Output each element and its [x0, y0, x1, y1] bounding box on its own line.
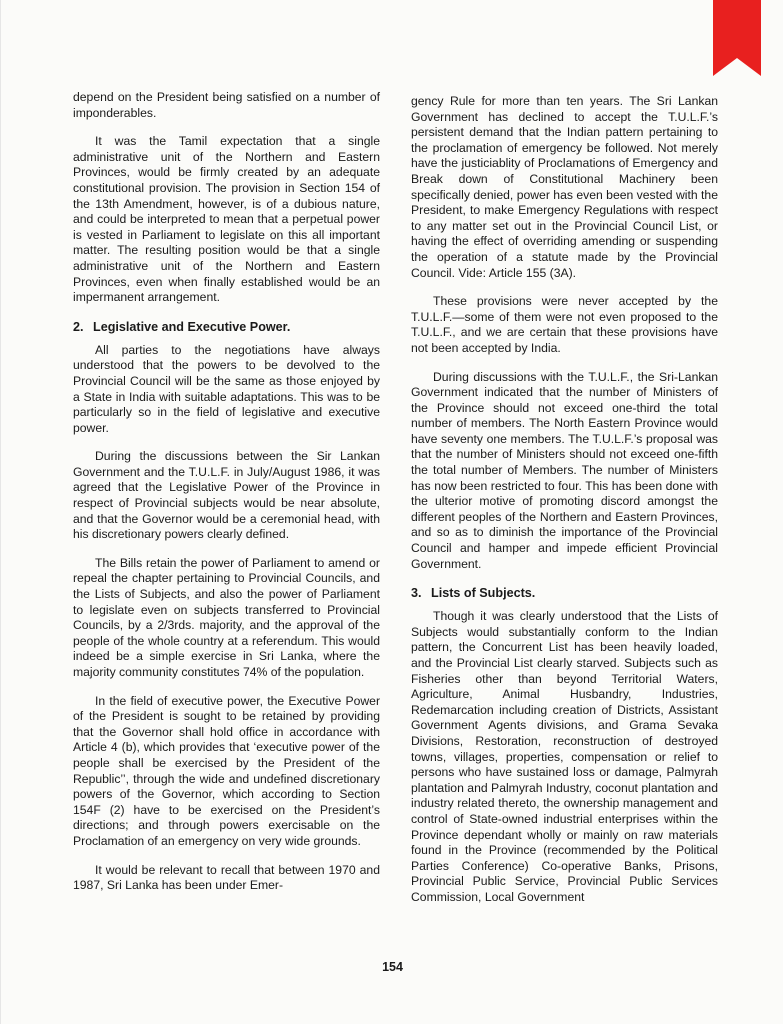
paragraph: Though it was clearly understood that the Lists of Subjects would substantially conform to the Indian pattern, the Concurrent List has been heavily loaded, and the Provincial List clearly starved. Subjects such as Fisheries other than beyond Territorial Waters, Agriculture, Animal Husbandry, Industries, Redemarcation including creation of Districts, Assistant Government Agents divisions, and Grama Sevaka Divisions, Restoration, reconstruction of destroyed towns, villages, properties, compensation or relief to persons who have sustained loss or damage, Palmyrah plantation and Palmyrah Industry, coconut plantation and industry related thereto, the ownership management and control of State-owned industrial enterprises within the Province dependant wholly or mainly on raw materials found in the Province (recommended by the Political Parties Conference) Co-operative Banks, Prisons, Provincial Public Service, Provincial Public Services Commission, Local Government [411, 609, 718, 904]
section-number: 3. [411, 586, 422, 601]
section-number: 2. [73, 319, 84, 334]
paragraph: It would be relevant to recall that between 1970 and 1987, Sri Lanka has been under Emer- [73, 862, 380, 893]
section-heading [73, 319, 380, 335]
paragraph: During discussions with the T.U.L.F., the Sri-Lankan Government indicated that the number of Ministers of the Province should not exceed one-third the total number of members. The North Eastern Province would have seventy one members. The T.U.L.F.’s proposal was that the number of Ministers should not exceed one-fifth the total number of Members. The number of Ministers has now been restricted to four. This has been done with the ulterior motive of promoting discord amongst the different peoples of the Northern and Eastern Provinces, and so as to diminish the importance of the Provincial Council and hamper and impede efficient Provincial Government. [411, 369, 718, 571]
paragraph: depend on the President being satisfied on a number of imponderables. [73, 90, 380, 120]
paragraph: gency Rule for more than ten years. The Sri Lankan Government has declined to accept the T.U.L.F.’s persistent demand that the Indian pattern pertaining to the proclamation of emergency be followed. Not merely have the justiciablity of Proclamations of Emergency and Break down of Constitutional Machinery been specifically denied, power has even been vested with the President, to make Emergency Regulations with respect to any matter set out in the Provincial Council List, or having the effect of overriding amending or suspending the operation of a statute made by the Provincial Council. Vide: Article 155 (3A). [411, 94, 718, 280]
paragraph: In the field of executive power, the Executive Power of the President is sought to be retained by providing that the Governor shall hold office in accordance with Article 4 (b), which provides that ‘executive power of the people shall be exercised by the President of the Republic’’, through the wide and undefined discretionary powers of the Governor, which according to Section 154F (2) have to be exercised on the President’s directions; and through powers exercisable on the Proclamation of an emergency on very wide grounds. [73, 693, 380, 848]
paragraph: The Bills retain the power of Parliament to amend or repeal the chapter pertaining to Provincial Councils, and the Lists of Subjects, and also the power of Parliament to legislate even on subjects transferred to Provincial Councils, by a 2/3rds. majority, and the approval of the people of the whole country at a referendum. This would indeed be a simple exercise in Sri Lanka, where the majority community constitutes 74% of the population. [73, 555, 380, 679]
section-title: Legislative and Executive Power. [93, 319, 291, 334]
section-title: Lists of Subjects. [431, 586, 536, 601]
paragraph: During the discussions between the Sir Lankan Government and the T.U.L.F. in July/August 1986, it was agreed that the Legislative Power of the Province in respect of Provincial subjects would be near absolute, and that the Governor would be a ceremonial head, with his discretionary powers clearly defined. [73, 449, 380, 542]
page-number: 154 [382, 960, 403, 974]
paragraph: All parties to the negotiations have always understood that the powers to be devolved to the Provincial Council will be the same as those enjoyed by a State in India with suitable adaptations. This was to be particularly so in the field of legislative and executive power. [73, 342, 380, 435]
paragraph: These provisions were never accepted by the T.U.L.F.—some of them were not even proposed to the T.U.L.F., and we are certain that these provisions have not been accepted by India. [411, 294, 718, 355]
paragraph: It was the Tamil expectation that a single administrative unit of the Northern and Eastern Provinces, would be firmly created by an adequate constitutional provision. The provision in Section 154 of the 13th Amendment, however, is of a dubious nature, and could be interpreted to mean that a perpetual power is vested in Parliament to legislate on this all important matter. The resulting position would be that a single administrative unit of the Northern and Eastern Provinces, even when finally established would be an impermanent arrangement. [73, 134, 380, 305]
bookmark-icon[interactable] [713, 0, 761, 76]
left-column [73, 90, 380, 907]
section-heading [411, 585, 718, 601]
right-column [411, 94, 718, 919]
